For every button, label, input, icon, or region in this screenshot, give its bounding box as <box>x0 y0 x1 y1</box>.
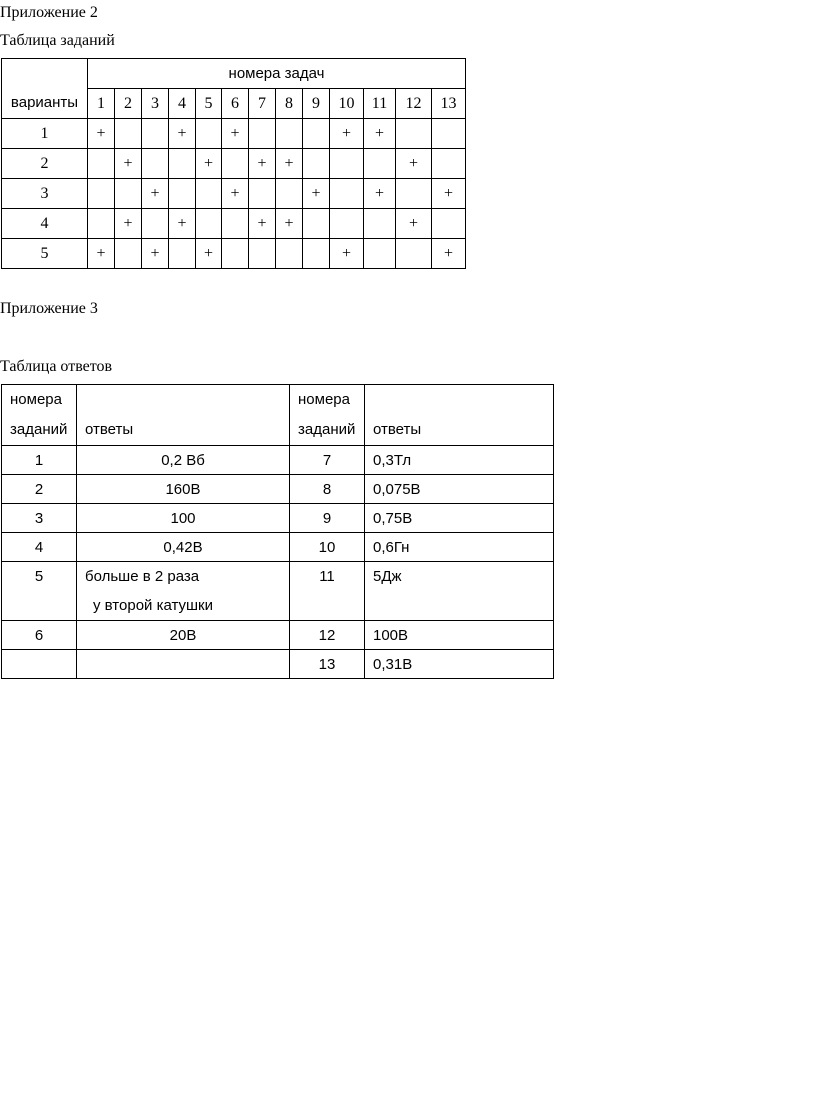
task-mark-cell: + <box>222 179 249 209</box>
task-mark-cell: + <box>276 209 303 239</box>
task-number: 6 <box>222 89 249 119</box>
task-mark-cell <box>88 209 115 239</box>
task-mark-cell <box>222 209 249 239</box>
task-number-cell <box>2 650 77 679</box>
task-mark-cell <box>196 209 222 239</box>
task-mark-cell <box>276 119 303 149</box>
header-line-2: заданий <box>10 421 68 438</box>
task-mark-cell <box>432 119 466 149</box>
task-number-cell: 5 <box>2 562 77 621</box>
task-mark-cell <box>115 119 142 149</box>
task-mark-cell <box>196 119 222 149</box>
appendix-3-heading: Приложение 3 <box>0 300 98 317</box>
task-mark-cell: + <box>364 179 396 209</box>
task-mark-cell <box>396 119 432 149</box>
variant-row <box>2 119 466 149</box>
task-mark-cell <box>169 149 196 179</box>
task-number-cell: 7 <box>290 446 365 475</box>
task-mark-cell <box>276 179 303 209</box>
task-mark-cell <box>196 179 222 209</box>
table-row <box>2 533 554 562</box>
answers-header-left: ответы <box>77 385 290 446</box>
task-mark-cell: + <box>396 149 432 179</box>
task-mark-cell <box>222 239 249 269</box>
variant-number: 5 <box>2 239 88 269</box>
variants-header: варианты <box>2 59 88 119</box>
task-number-cell: 13 <box>290 650 365 679</box>
task-number-cell: 4 <box>2 533 77 562</box>
task-mark-cell <box>396 239 432 269</box>
task-mark-cell <box>330 209 364 239</box>
variant-row <box>2 179 466 209</box>
header-line-1: номера <box>10 391 62 408</box>
answer-cell: 0,6Гн <box>365 533 554 562</box>
variant-number: 2 <box>2 149 88 179</box>
variant-number: 1 <box>2 119 88 149</box>
task-mark-cell <box>432 209 466 239</box>
task-mark-cell: + <box>249 209 276 239</box>
task-mark-cell <box>88 179 115 209</box>
task-mark-cell: + <box>169 209 196 239</box>
answer-cell: 0,42В <box>77 533 290 562</box>
task-number: 12 <box>396 89 432 119</box>
header-line-1: номера <box>298 391 350 408</box>
task-mark-cell: + <box>432 239 466 269</box>
task-mark-cell: + <box>396 209 432 239</box>
task-numbers-header-right <box>290 385 365 446</box>
variant-row <box>2 239 466 269</box>
task-number: 4 <box>169 89 196 119</box>
task-mark-cell: + <box>142 239 169 269</box>
task-number: 1 <box>88 89 115 119</box>
task-mark-cell <box>276 239 303 269</box>
answer-cell: 160В <box>77 475 290 504</box>
task-mark-cell <box>303 209 330 239</box>
task-mark-cell <box>364 239 396 269</box>
answers-table <box>1 384 554 679</box>
task-mark-cell: + <box>222 119 249 149</box>
task-mark-cell <box>303 119 330 149</box>
table-row <box>2 446 554 475</box>
answers-header-right: ответы <box>365 385 554 446</box>
task-mark-cell <box>169 179 196 209</box>
answer-cell: 0,075В <box>365 475 554 504</box>
task-mark-cell <box>169 239 196 269</box>
task-numbers-group-header: номера задач <box>88 59 466 89</box>
task-mark-cell: + <box>88 239 115 269</box>
task-mark-cell: + <box>115 209 142 239</box>
task-numbers-header-left <box>2 385 77 446</box>
appendix-2-heading: Приложение 2 <box>0 4 98 21</box>
task-mark-cell: + <box>88 119 115 149</box>
task-mark-cell <box>222 149 249 179</box>
task-mark-cell <box>303 239 330 269</box>
table-row <box>2 475 554 504</box>
task-number: 9 <box>303 89 330 119</box>
answer-line-2: у второй катушки <box>93 597 213 614</box>
task-mark-cell: + <box>249 149 276 179</box>
task-mark-cell <box>115 179 142 209</box>
answer-cell: 100 <box>77 504 290 533</box>
task-mark-cell <box>432 149 466 179</box>
tasks-header-row <box>2 59 466 89</box>
task-number-cell: 2 <box>2 475 77 504</box>
variant-row <box>2 149 466 179</box>
task-mark-cell: + <box>330 239 364 269</box>
task-number-cell: 6 <box>2 621 77 650</box>
task-mark-cell <box>115 239 142 269</box>
task-number: 11 <box>364 89 396 119</box>
answer-cell: 0,3Тл <box>365 446 554 475</box>
task-mark-cell <box>142 119 169 149</box>
task-mark-cell <box>330 179 364 209</box>
task-mark-cell: + <box>196 149 222 179</box>
table-row <box>2 562 554 621</box>
tasks-table-title: Таблица заданий <box>0 32 115 49</box>
answer-cell <box>77 562 290 621</box>
table-row <box>2 504 554 533</box>
task-mark-cell <box>303 149 330 179</box>
task-mark-cell: + <box>169 119 196 149</box>
task-mark-cell: + <box>303 179 330 209</box>
task-mark-cell <box>364 209 396 239</box>
variant-row <box>2 209 466 239</box>
task-mark-cell <box>249 119 276 149</box>
tasks-table <box>1 58 466 269</box>
task-number-cell: 3 <box>2 504 77 533</box>
task-number-cell: 8 <box>290 475 365 504</box>
task-mark-cell <box>142 209 169 239</box>
task-number: 5 <box>196 89 222 119</box>
answer-cell <box>77 650 290 679</box>
task-mark-cell: + <box>142 179 169 209</box>
task-mark-cell: + <box>196 239 222 269</box>
task-mark-cell <box>88 149 115 179</box>
task-number: 10 <box>330 89 364 119</box>
answer-cell: 20В <box>77 621 290 650</box>
task-number: 8 <box>276 89 303 119</box>
task-number-cell: 9 <box>290 504 365 533</box>
table-row <box>2 650 554 679</box>
variant-number: 4 <box>2 209 88 239</box>
answer-cell: 0,75В <box>365 504 554 533</box>
answer-line-1: больше в 2 раза <box>85 568 200 585</box>
task-number-cell: 11 <box>290 562 365 621</box>
task-mark-cell <box>330 149 364 179</box>
header-line-2: заданий <box>298 421 356 438</box>
task-mark-cell: + <box>276 149 303 179</box>
answers-table-title: Таблица ответов <box>0 358 113 375</box>
task-number-cell: 1 <box>2 446 77 475</box>
variant-number: 3 <box>2 179 88 209</box>
task-mark-cell: + <box>364 119 396 149</box>
table-row <box>2 621 554 650</box>
task-mark-cell <box>249 239 276 269</box>
answer-cell: 0,2 Вб <box>77 446 290 475</box>
task-mark-cell: + <box>115 149 142 179</box>
task-number: 7 <box>249 89 276 119</box>
task-mark-cell <box>396 179 432 209</box>
task-number-cell: 12 <box>290 621 365 650</box>
task-mark-cell <box>249 179 276 209</box>
task-number: 3 <box>142 89 169 119</box>
task-mark-cell: + <box>330 119 364 149</box>
answers-header-row <box>2 385 554 446</box>
task-number-cell: 10 <box>290 533 365 562</box>
answer-cell: 0,31В <box>365 650 554 679</box>
task-number: 2 <box>115 89 142 119</box>
task-number: 13 <box>432 89 466 119</box>
task-mark-cell <box>142 149 169 179</box>
answer-cell: 100В <box>365 621 554 650</box>
answer-cell: 5Дж <box>365 562 554 621</box>
task-mark-cell: + <box>432 179 466 209</box>
task-mark-cell <box>364 149 396 179</box>
